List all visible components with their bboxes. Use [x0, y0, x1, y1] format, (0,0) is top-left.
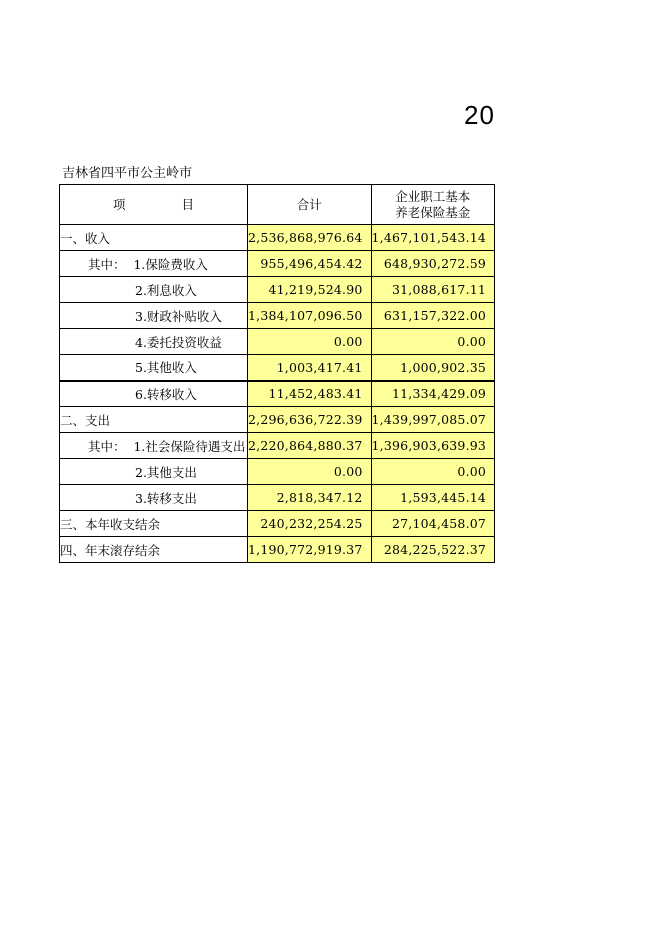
row-pension: 11,334,429.09	[371, 381, 495, 407]
row-total: 2,296,636,722.39	[248, 407, 372, 433]
row-pension: 648,930,272.59	[371, 251, 495, 277]
row-label: 5.其他收入	[60, 355, 248, 381]
row-pension: 631,157,322.00	[371, 303, 495, 329]
table-row	[60, 277, 495, 303]
row-pension: 1,000,902.35	[371, 355, 495, 381]
row-total: 11,452,483.41	[248, 381, 372, 407]
row-total: 2,818,347.12	[248, 485, 372, 511]
row-label: 3.财政补贴收入	[60, 303, 248, 329]
header-item-b: 目	[181, 196, 195, 212]
fund-table	[59, 184, 495, 563]
row-pension: 1,439,997,085.07	[371, 407, 495, 433]
row-total: 41,219,524.90	[248, 277, 372, 303]
table-row	[60, 407, 495, 433]
table-row	[60, 225, 495, 251]
row-total: 955,496,454.42	[248, 251, 372, 277]
row-total: 2,220,864,880.37	[248, 433, 372, 459]
row-pension: 0.00	[371, 459, 495, 485]
row-total: 1,190,772,919.37	[248, 537, 372, 563]
table-header-row	[60, 185, 495, 225]
row-label: 四、年末滚存结余	[60, 537, 248, 563]
table-row	[60, 537, 495, 563]
row-total: 0.00	[248, 459, 372, 485]
row-total: 240,232,254.25	[248, 511, 372, 537]
header-item-a: 项	[112, 196, 126, 212]
row-total: 0.00	[248, 329, 372, 355]
row-label: 2.利息收入	[60, 277, 248, 303]
table-row	[60, 251, 495, 277]
table-row	[60, 485, 495, 511]
row-label: 其中： 1.社会保险待遇支出	[60, 433, 248, 459]
header-pension	[371, 185, 495, 225]
header-pension-line1: 企业职工基本	[395, 188, 471, 204]
row-pension: 284,225,522.37	[371, 537, 495, 563]
row-label: 6.转移收入	[60, 381, 248, 407]
header-total: 合计	[248, 185, 372, 225]
header-item	[60, 185, 248, 225]
row-label: 4.委托投资收益	[60, 329, 248, 355]
header-pension-line2: 养老保险基金	[395, 204, 471, 220]
row-label: 一、收入	[60, 225, 248, 251]
table-row	[60, 329, 495, 355]
region-label: 吉林省四平市公主岭市	[62, 166, 193, 181]
row-pension: 1,396,903,639.93	[371, 433, 495, 459]
row-pension: 0.00	[371, 329, 495, 355]
report-title: 20	[464, 100, 495, 130]
row-label: 其中： 1.保险费收入	[60, 251, 248, 277]
table-row	[60, 459, 495, 485]
row-total: 1,384,107,096.50	[248, 303, 372, 329]
table-row	[60, 355, 495, 381]
row-pension: 27,104,458.07	[371, 511, 495, 537]
row-label: 3.转移支出	[60, 485, 248, 511]
row-label: 二、支出	[60, 407, 248, 433]
table-row	[60, 381, 495, 407]
table-row	[60, 433, 495, 459]
row-pension: 1,593,445.14	[371, 485, 495, 511]
row-total: 2,536,868,976.64	[248, 225, 372, 251]
row-label: 2.其他支出	[60, 459, 248, 485]
row-label: 三、本年收支结余	[60, 511, 248, 537]
row-pension: 31,088,617.11	[371, 277, 495, 303]
table-row	[60, 511, 495, 537]
table-row	[60, 303, 495, 329]
row-pension: 1,467,101,543.14	[371, 225, 495, 251]
row-total: 1,003,417.41	[248, 355, 372, 381]
